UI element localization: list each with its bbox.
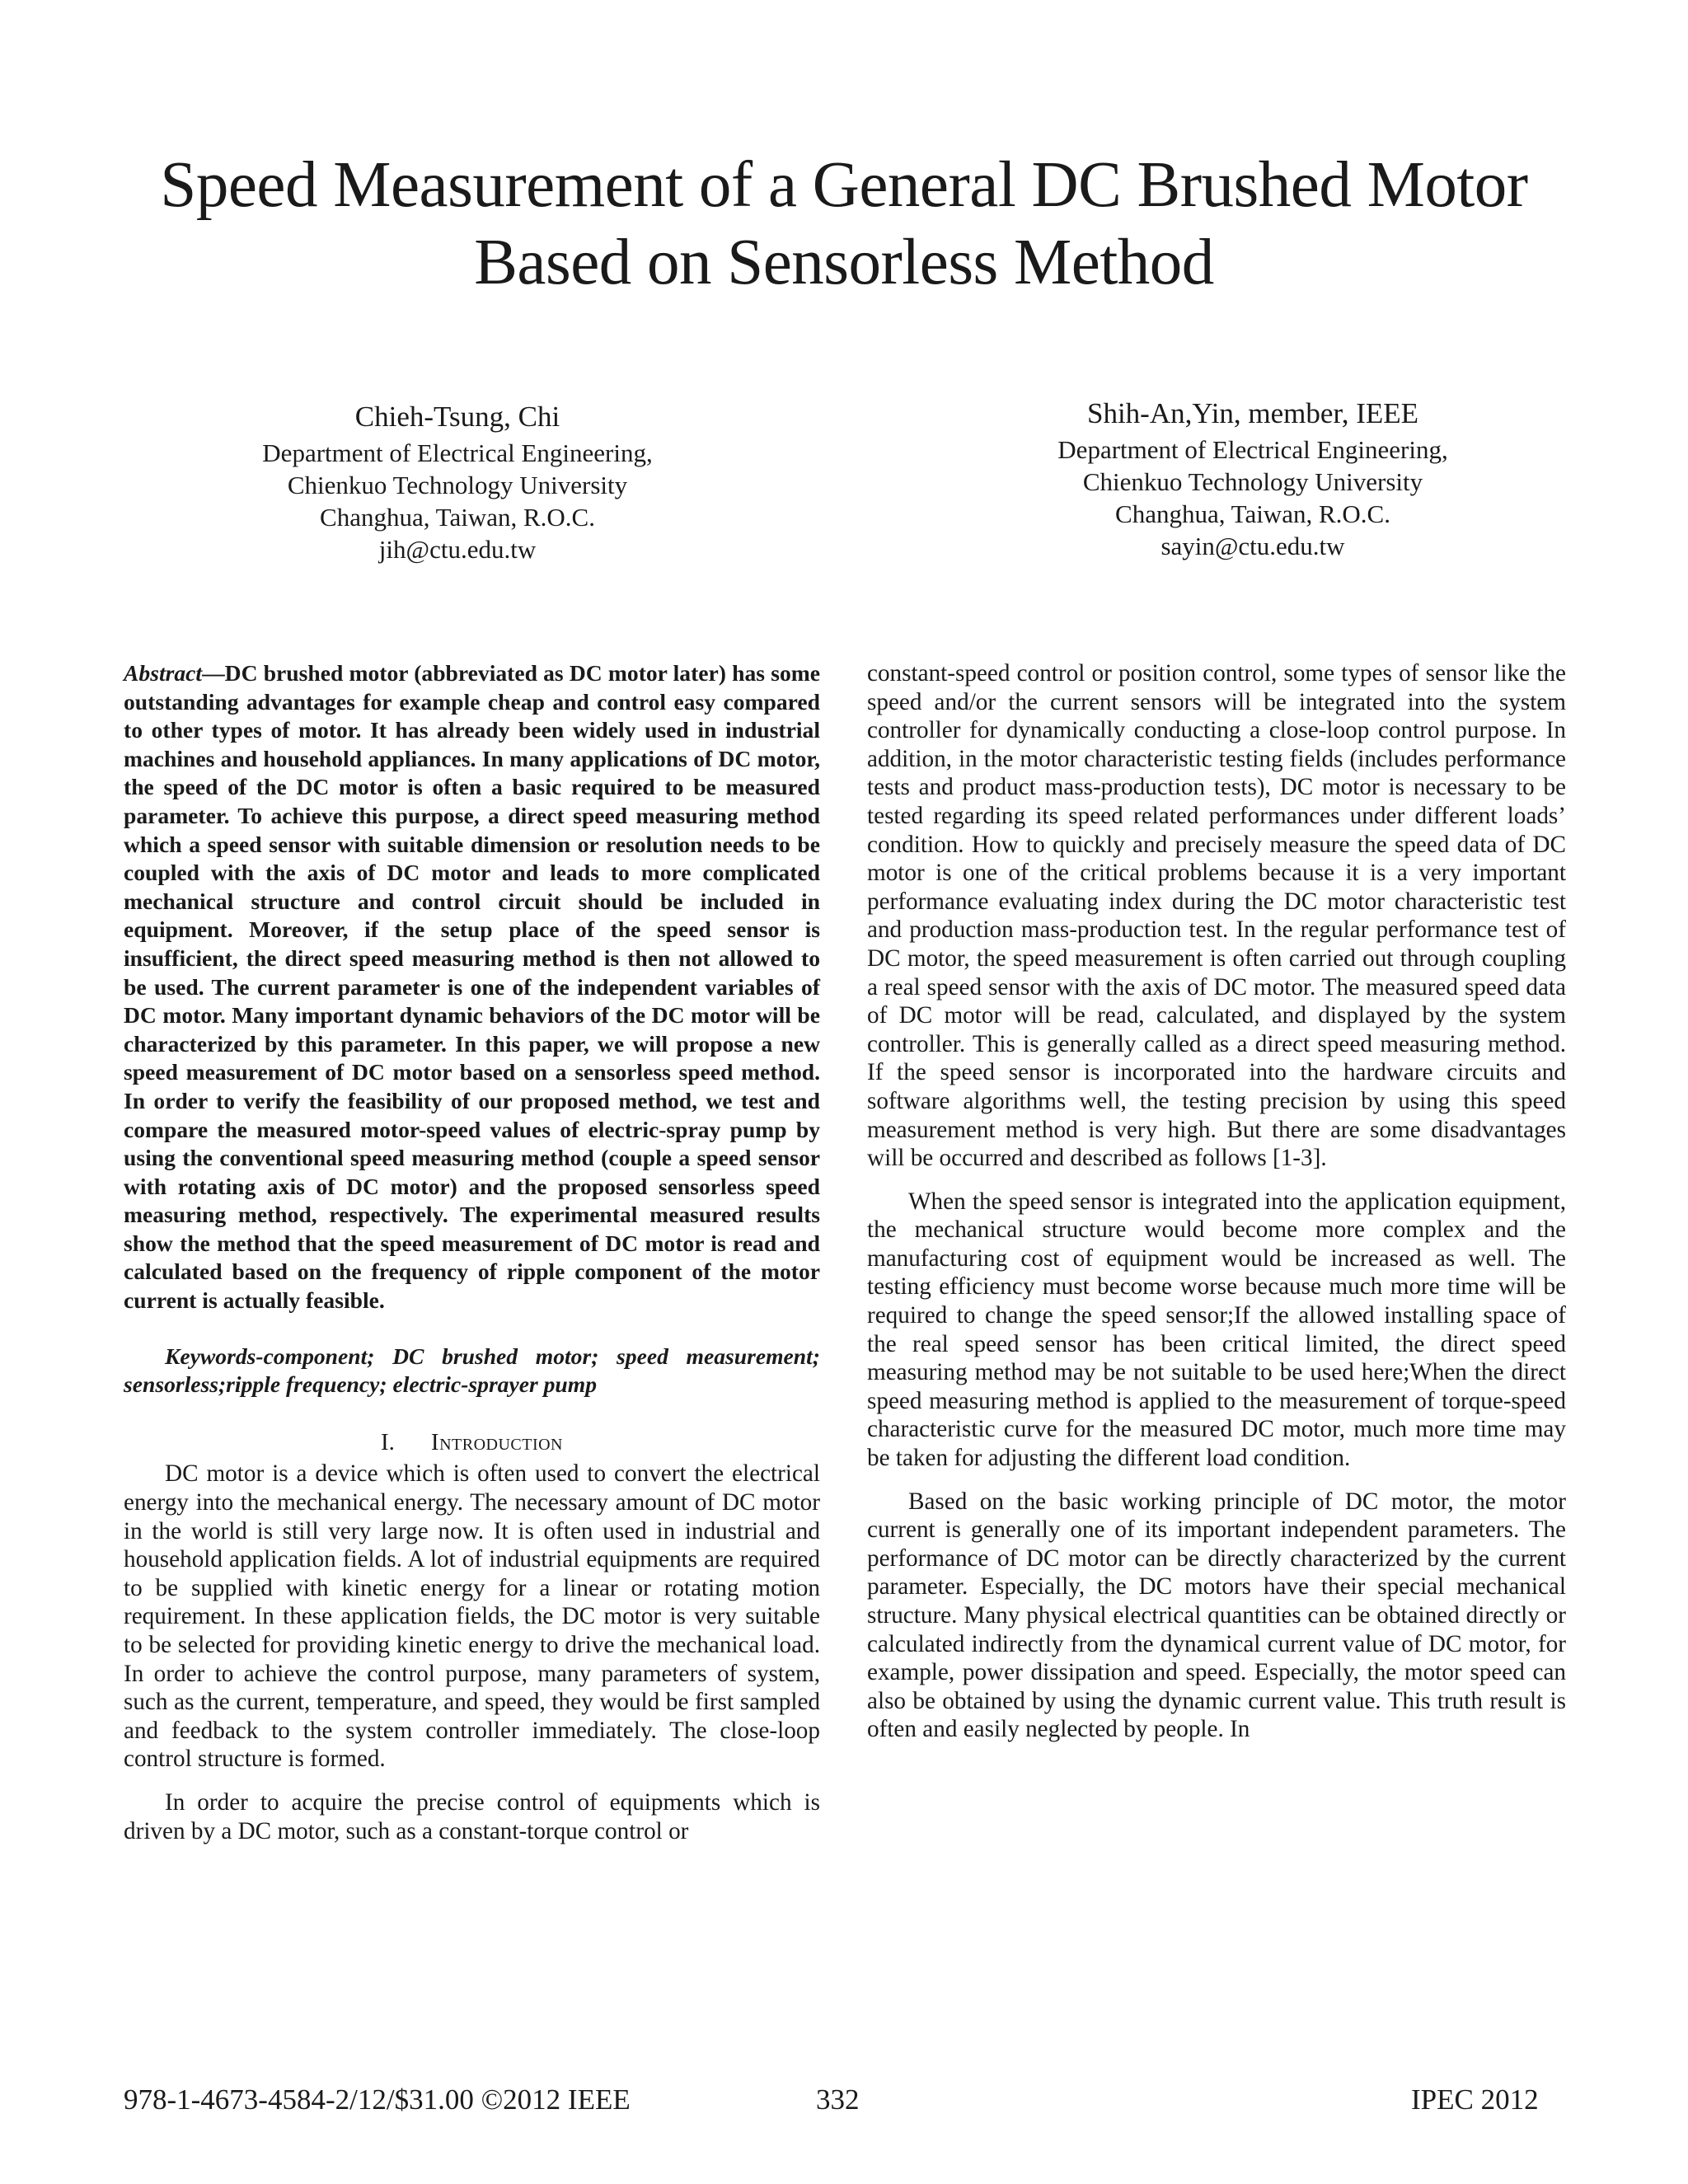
paragraph: In order to acquire the precise control of equipments which is driven by a DC motor, such as a constant-torque control or [124, 1788, 820, 1844]
title-line-2: Based on Sensorless Method [474, 227, 1214, 298]
author-university: Chienkuo Technology University [287, 471, 628, 499]
paragraph: When the speed sensor is integrated into the application equipment, the mechanical structure would become more complex and the manufacturing cost of equipment would be increased as well. The testing efficiency must become worse because much more time will be required to change the speed sensor;If the allowed installing space of the real speed sensor has been critical limited, the direct speed measuring method may be not suitable to be used here;When the direct speed measuring method is applied to the measurement of torque-speed characteristic curve for the measured DC motor, much more time may be taken for adjusting the different load condition. [867, 1188, 1566, 1472]
title-line-1: Speed Measurement of a General DC Brushed Motor [160, 149, 1528, 221]
abstract-text: —DC brushed motor (abbreviated as DC motor later) has some outstanding advantages for example cheap and control easy compared to other types of motor. It has already been widely used in industrial machines and household appliances. In many applications of DC motor, the speed of the DC motor is often a basic required to be measured parameter. To achieve this purpose, a direct speed measuring method which a speed sensor with suitable dimension or resolution needs to be coupled with the axis of DC motor and leads to more complicated mechanical structure and control circuit should be included in equipment. Moreover, if the setup place of the speed sensor is insufficient, the direct speed measuring method is then not allowed to be used. The current parameter is one of the independent variables of DC motor. Many important dynamic behaviors of the DC motor will be characterized by this parameter. In this paper, we will propose a new speed measurement of DC motor based on a sensorless speed method. In order to verify the feasibility of our proposed method, we test and compare the measured motor-speed values of electric-spray pump by using the conventional speed measuring method (couple a speed sensor with rotating axis of DC motor) and the proposed sensorless speed measuring method, respectively. The experimental measured results show the method that the speed measurement of DC motor is read and calculated based on the frequency of ripple component of the motor current is actually feasible. [124, 660, 820, 1314]
right-column [867, 659, 1566, 1744]
author-block-1 [206, 399, 709, 565]
abstract [124, 659, 820, 1315]
author-email: sayin@ctu.edu.tw [1160, 532, 1345, 560]
left-column [124, 659, 820, 1845]
author-email: jih@ctu.edu.tw [378, 535, 537, 564]
paper-title [82, 147, 1606, 302]
author-name: Chieh-Tsung, Chi [354, 401, 560, 433]
abstract-label: Abstract [124, 660, 203, 686]
paragraph: DC motor is a device which is often used to convert the electrical energy into the mechanical energy. The necessary amount of DC motor in the world is still very large now. It is often used in industrial and household application fields. A lot of industrial equipments are required to be supplied with kinetic energy for a linear or rotating motion requirement. In these application fields, the DC motor is very suitable to be selected for providing kinetic energy to drive the mechanical load. In order to achieve the control purpose, many parameters of system, such as the current, temperature, and speed, they would be first sampled and feedback to the system controller immediately. The close-loop control structure is formed. [124, 1460, 820, 1773]
paragraph: Based on the basic working principle of DC motor, the motor current is generally one of its important independent parameters. The performance of DC motor can be directly characterized by the current parameter. Especially, the DC motors have their special mechanical structure. Many physical electrical quantities can be obtained directly or calculated indirectly from the dynamical current value of DC motor, for example, power dissipation and speed. Especially, the motor speed can also be obtained by using the dynamic current value. This truth result is often and easily neglected by people. In [867, 1488, 1566, 1743]
author-name: Shih-An,Yin, member, IEEE [1086, 397, 1418, 429]
author-department: Department of Electrical Engineering, [1057, 435, 1448, 464]
section-number: I. [380, 1428, 395, 1455]
author-block-2 [940, 396, 1566, 562]
section-heading [124, 1428, 820, 1457]
section-title: Introduction [430, 1428, 563, 1455]
footer-conference: IPEC 2012 [1411, 2083, 1539, 2116]
keywords: Keywords-component; DC brushed motor; speed measurement; sensorless;ripple frequency; electric-sprayer pump [124, 1343, 820, 1398]
author-location: Changhua, Taiwan, R.O.C. [320, 503, 595, 532]
footer-page-number: 332 [816, 2083, 860, 2116]
author-department: Department of Electrical Engineering, [262, 438, 653, 467]
author-location: Changhua, Taiwan, R.O.C. [1115, 499, 1390, 528]
footer-isbn: 978-1-4673-4584-2/12/$31.00 ©2012 IEEE [124, 2083, 631, 2116]
paragraph: constant-speed control or position control, some types of sensor like the speed and/or the current sensors will be integrated into the system controller for dynamically conducting a close-loop control purpose. In addition, in the motor characteristic testing fields (includes performance tests and product mass-production tests), DC motor is necessary to be tested regarding its speed related performances under different loads’ condition. How to quickly and precisely measure the speed data of DC motor is one of the critical problems because it is a very important performance evaluating index during the DC motor characteristic test and production mass-production test. In the regular performance test of DC motor, the speed measurement is often carried out through coupling a real speed sensor with the axis of DC motor. The measured speed data of DC motor will be read, calculated, and displayed by the system controller. This is generally called as a direct speed measuring method. If the speed sensor is incorporated into the hardware circuits and software algorithms well, the testing precision by using this speed measurement method is very high. But there are some disadvantages will be occurred and described as follows [1-3]. [867, 660, 1566, 1172]
author-university: Chienkuo Technology University [1082, 467, 1423, 496]
